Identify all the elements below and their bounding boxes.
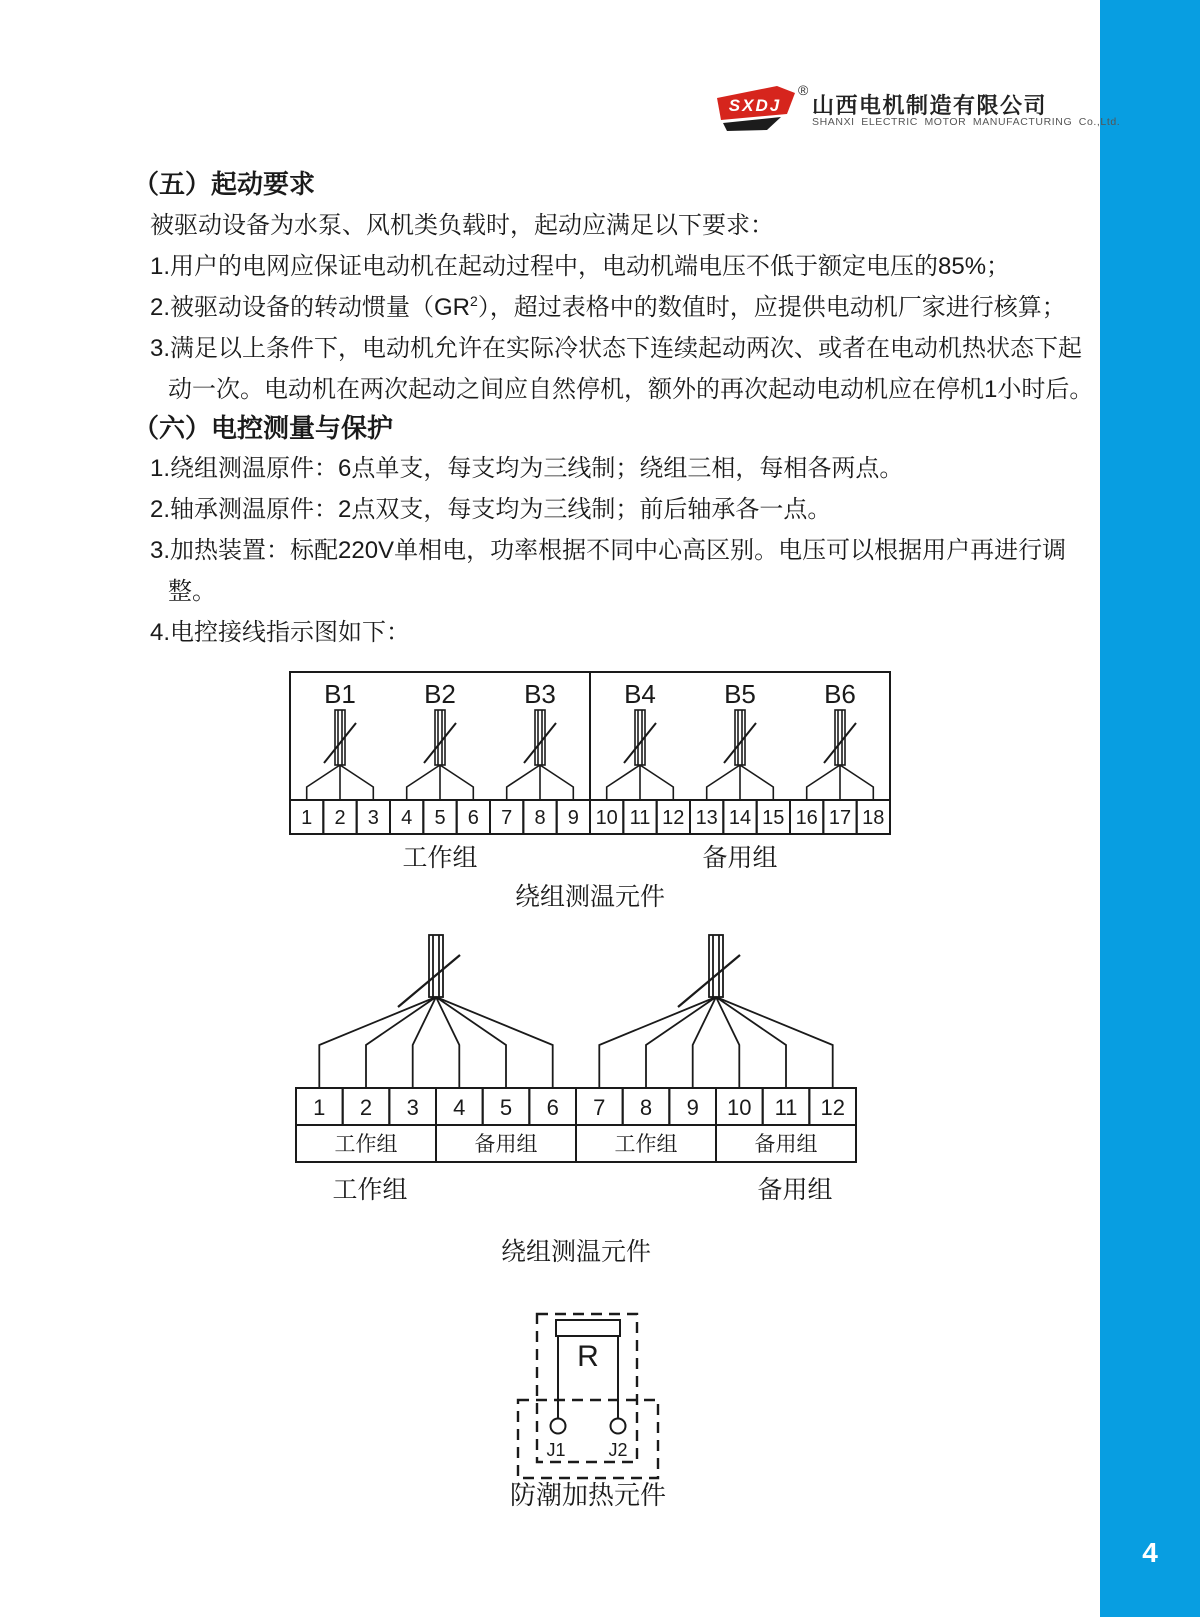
sensor-label: B3 xyxy=(524,679,556,709)
group-cell-label: 工作组 xyxy=(614,1133,678,1156)
terminal-number: 2 xyxy=(359,1095,373,1120)
company-name-cn: 山西电机制造有限公司 xyxy=(812,93,1048,118)
section6-item3-line1: 3.加热装置：标配220V单相电，功率根据不同中心高区别。电压可以根据用户再进行调 xyxy=(150,537,1067,564)
resistor-label: R xyxy=(577,1340,599,1373)
terminal-number: 17 xyxy=(828,807,852,829)
terminal-number: 7 xyxy=(593,1095,606,1120)
terminal-circle-j2 xyxy=(611,1419,626,1434)
section6-item4: 4.电控接线指示图如下： xyxy=(150,619,411,646)
terminal-number: 14 xyxy=(728,807,752,829)
terminal-number: 3 xyxy=(406,1095,419,1120)
item2-text-cont: ），超过表格中的数值时，应提供电动机厂家进行核算； xyxy=(477,294,1066,321)
terminal-number: 11 xyxy=(774,1095,798,1120)
diagram1-group-right-label: 备用组 xyxy=(702,844,778,872)
terminal-number: 9 xyxy=(567,807,579,829)
section5-item3-line2: 动一次。电动机在两次起动之间应自然停机，额外的再次起动电动机应在停机1小时后。 xyxy=(168,376,1094,403)
section5-item1: 1.用户的电网应保证电动机在起动过程中，电动机端电压不低于额定电压的85%； xyxy=(150,253,1011,280)
terminal-number: 11 xyxy=(629,807,651,829)
terminal-label-j2: J2 xyxy=(608,1440,628,1460)
terminal-number: 16 xyxy=(795,807,818,829)
sensor-label: B6 xyxy=(824,679,856,709)
sensor-symbols xyxy=(319,935,832,1088)
terminal-label-j1: J1 xyxy=(546,1440,566,1460)
terminal-number: 1 xyxy=(301,807,313,829)
terminal-number: 4 xyxy=(401,807,413,829)
logo-mark-text: SXDJ xyxy=(728,96,782,115)
section6-item2: 2.轴承测温原件：2点双支，每支均为三线制；前后轴承各一点。 xyxy=(150,496,832,523)
sensor-label: B1 xyxy=(324,679,356,709)
terminal-number: 8 xyxy=(534,807,546,829)
group-cell-label: 备用组 xyxy=(474,1133,538,1156)
terminal-number: 2 xyxy=(334,807,346,829)
logo-mark xyxy=(715,84,797,136)
logo-black-swoosh xyxy=(723,117,781,131)
terminal-circle-j1 xyxy=(551,1419,566,1434)
winding-sensor-diagram-2 xyxy=(280,925,880,1270)
diagram1-caption: 绕组测温元件 xyxy=(514,883,666,911)
section5-item3-line1: 3.满足以上条件下，电动机允许在实际冷状态下连续起动两次、或者在电动机热状态下起 xyxy=(150,335,1083,362)
terminal-number: 15 xyxy=(762,807,785,829)
sensor-symbol xyxy=(507,710,574,800)
item2-superscript: 2 xyxy=(470,293,478,309)
diagram3-caption: 防潮加热元件 xyxy=(509,1480,667,1510)
terminal-number: 5 xyxy=(434,807,446,829)
winding-sensor-diagram-1 xyxy=(280,665,900,915)
resistor-symbol xyxy=(556,1320,620,1336)
terminal-numbers xyxy=(313,1095,845,1120)
terminal-number: 13 xyxy=(695,807,718,829)
section5-item2 xyxy=(150,293,1066,323)
heater-diagram xyxy=(480,1290,720,1518)
sensor-symbol xyxy=(599,935,832,1088)
sensor-symbol xyxy=(319,935,552,1088)
sensor-label: B5 xyxy=(724,679,756,709)
section6-heading: （六）电控测量与保护 xyxy=(133,413,394,443)
sensor-symbol xyxy=(707,710,774,800)
sensor-symbol xyxy=(407,710,474,800)
group-cell-label: 工作组 xyxy=(334,1133,398,1156)
terminal-number: 5 xyxy=(499,1095,513,1120)
page-number: 4 xyxy=(1142,1537,1158,1568)
diagram2-left-label: 工作组 xyxy=(332,1176,408,1204)
group-cell-label: 备用组 xyxy=(754,1133,818,1156)
item2-text: 2.被驱动设备的转动惯量（GR xyxy=(150,294,471,321)
section5-heading: （五）起动要求 xyxy=(133,169,316,199)
section6-item1: 1.绕组测温原件：6点单支，每支均为三线制；绕组三相，每相各两点。 xyxy=(150,455,904,482)
diagram2-caption: 绕组测温元件 xyxy=(500,1238,652,1266)
sensor-symbol xyxy=(607,710,674,800)
terminal-number: 6 xyxy=(467,807,479,829)
terminal-number: 1 xyxy=(313,1095,326,1120)
registered-mark: ® xyxy=(798,82,809,98)
terminal-number: 18 xyxy=(862,807,885,829)
terminal-number: 10 xyxy=(595,807,618,829)
section5-intro: 被驱动设备为水泵、风机类负载时，起动应满足以下要求： xyxy=(150,212,774,239)
sensor-symbol xyxy=(807,710,874,800)
terminal-number: 9 xyxy=(686,1095,699,1120)
company-name-en: SHANXI ELECTRIC MOTOR MANUFACTURING Co.,Ltd. xyxy=(812,116,1121,128)
terminal-number: 4 xyxy=(453,1095,466,1120)
diagram1-group-left-label: 工作组 xyxy=(402,844,478,872)
terminal-number: 12 xyxy=(820,1095,845,1120)
terminal-number: 6 xyxy=(546,1095,559,1120)
diagram2-right-label: 备用组 xyxy=(757,1176,833,1204)
terminal-number: 7 xyxy=(501,807,513,829)
sensor-label: B2 xyxy=(424,679,456,709)
terminal-number: 12 xyxy=(662,807,685,829)
terminal-numbers xyxy=(301,807,884,829)
terminal-number: 10 xyxy=(727,1095,752,1120)
terminal-number: 3 xyxy=(367,807,379,829)
terminal-number: 8 xyxy=(639,1095,653,1120)
section6-item3-line2: 整。 xyxy=(168,578,216,605)
page-edge-band xyxy=(1100,0,1200,1617)
sensor-symbol xyxy=(307,710,374,800)
sensor-label: B4 xyxy=(624,679,656,709)
